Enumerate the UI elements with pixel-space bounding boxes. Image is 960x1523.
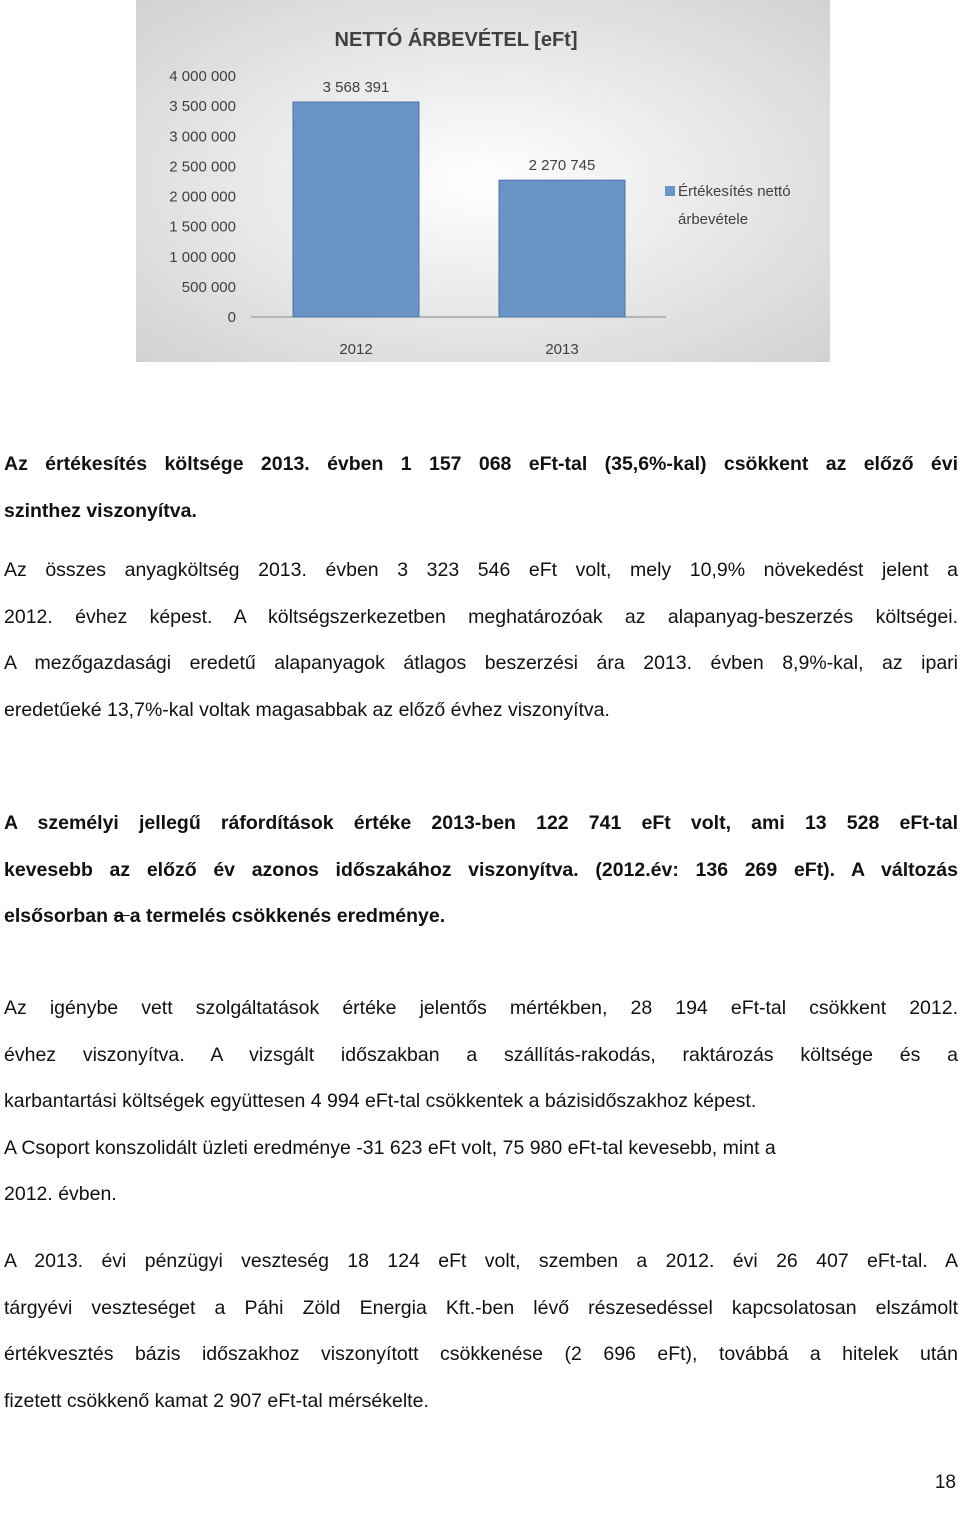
- x-tick-label: 2012: [339, 341, 373, 358]
- struck-text: a: [113, 905, 130, 927]
- paragraph-material-costs: [4, 547, 958, 733]
- y-tick-label: 3 500 000: [169, 98, 236, 116]
- text-fragment: a termelés csökkenés eredménye.: [129, 905, 446, 927]
- revenue-chart: [136, 0, 830, 362]
- text-line: szinthez viszonyítva.: [4, 499, 197, 522]
- text-line: tárgyévi veszteséget a Páhi Zöld Energia Kft.-ben lévő részesedéssel kapcsolatosan elszámolt: [4, 1296, 958, 1319]
- legend-label-line1: Értékesítés nettó: [678, 183, 791, 200]
- text-line: karbantartási költségek együttesen 4 994 eFt-tal csökkentek a bázisidőszakhoz képest.: [4, 1090, 757, 1112]
- paragraph-personnel-costs: [4, 800, 958, 940]
- text-line: 2012. évben.: [4, 1183, 117, 1205]
- y-tick-label: 3 000 000: [169, 128, 236, 146]
- text-line: évhez viszonyítva. A vizsgált időszakban a szállítás-rakodás, raktározás költsége és a: [4, 1043, 958, 1066]
- text-line: Az összes anyagköltség 2013. évben 3 323 546 eFt volt, mely 10,9% növekedést jelent a: [4, 559, 958, 581]
- chart-title: NETTÓ ÁRBEVÉTEL [eFt]: [334, 29, 578, 51]
- text-line: értékvesztés bázis időszakhoz viszonyított csökkenése (2 696 eFt), továbbá a hitelek után: [4, 1343, 958, 1365]
- text-line: 2012. évhez képest. A költségszerkezetben meghatározóak az alapanyag-beszerzés költségei.: [4, 605, 958, 628]
- y-tick-label: 4 000 000: [169, 68, 236, 85]
- text-line: Az igénybe vett szolgáltatások értéke jelentős mértékben, 28 194 eFt-tal csökkent 2012.: [4, 997, 958, 1019]
- y-tick-label: 2 500 000: [169, 158, 236, 176]
- text-line: kevesebb az előző év azonos időszakához viszonyítva. (2012.év: 136 269 eFt). A változás: [4, 858, 958, 881]
- y-tick-label: 2 000 000: [169, 188, 236, 206]
- x-tick-label: 2013: [545, 341, 579, 358]
- data-label: 2 270 745: [528, 157, 596, 175]
- legend-swatch: [665, 186, 675, 196]
- y-tick-label: 0: [227, 309, 236, 326]
- legend-label-line2: árbevétele: [678, 211, 749, 228]
- chart-background: [136, 0, 830, 362]
- y-tick-label: 1 000 000: [169, 248, 236, 266]
- y-tick-label: 1 500 000: [169, 218, 236, 236]
- paragraph-financial-loss: [4, 1238, 958, 1424]
- page-number: 18: [934, 1472, 956, 1493]
- revenue-chart-svg: [136, 0, 830, 362]
- bar: [499, 180, 625, 317]
- text-line: Az értékesítés költsége 2013. évben 1 157 068 eFt-tal (35,6%-kal) csökkent az előző évi: [4, 453, 958, 475]
- text-line: A mezőgazdasági eredetű alapanyagok átlagos beszerzési ára 2013. évben 8,9%-kal, az ipari: [4, 652, 958, 674]
- text-fragment: elsősorban: [4, 905, 114, 927]
- paragraph-services: [4, 985, 958, 1218]
- text-line: A Csoport konszolidált üzleti eredménye -31 623 eFt volt, 75 980 eFt-tal kevesebb, mint a: [4, 1136, 776, 1159]
- text-line: fizetett csökkenő kamat 2 907 eFt-tal mérsékelte.: [4, 1389, 429, 1412]
- text-line-with-strike: [4, 893, 958, 940]
- data-label: 3 568 391: [322, 79, 390, 97]
- text-line: eredetűeké 13,7%-kal voltak magasabbak az előző évhez viszonyítva.: [4, 698, 610, 721]
- y-tick-label: 500 000: [181, 278, 236, 296]
- text-line: A 2013. évi pénzügyi veszteség 18 124 eFt volt, szemben a 2012. évi 26 407 eFt-tal. A: [4, 1250, 958, 1272]
- text-line: A személyi jellegű ráfordítások értéke 2013-ben 122 741 eFt volt, ami 13 528 eFt-tal: [4, 812, 958, 834]
- bar: [293, 102, 419, 317]
- paragraph-cost-of-sales: [4, 441, 958, 534]
